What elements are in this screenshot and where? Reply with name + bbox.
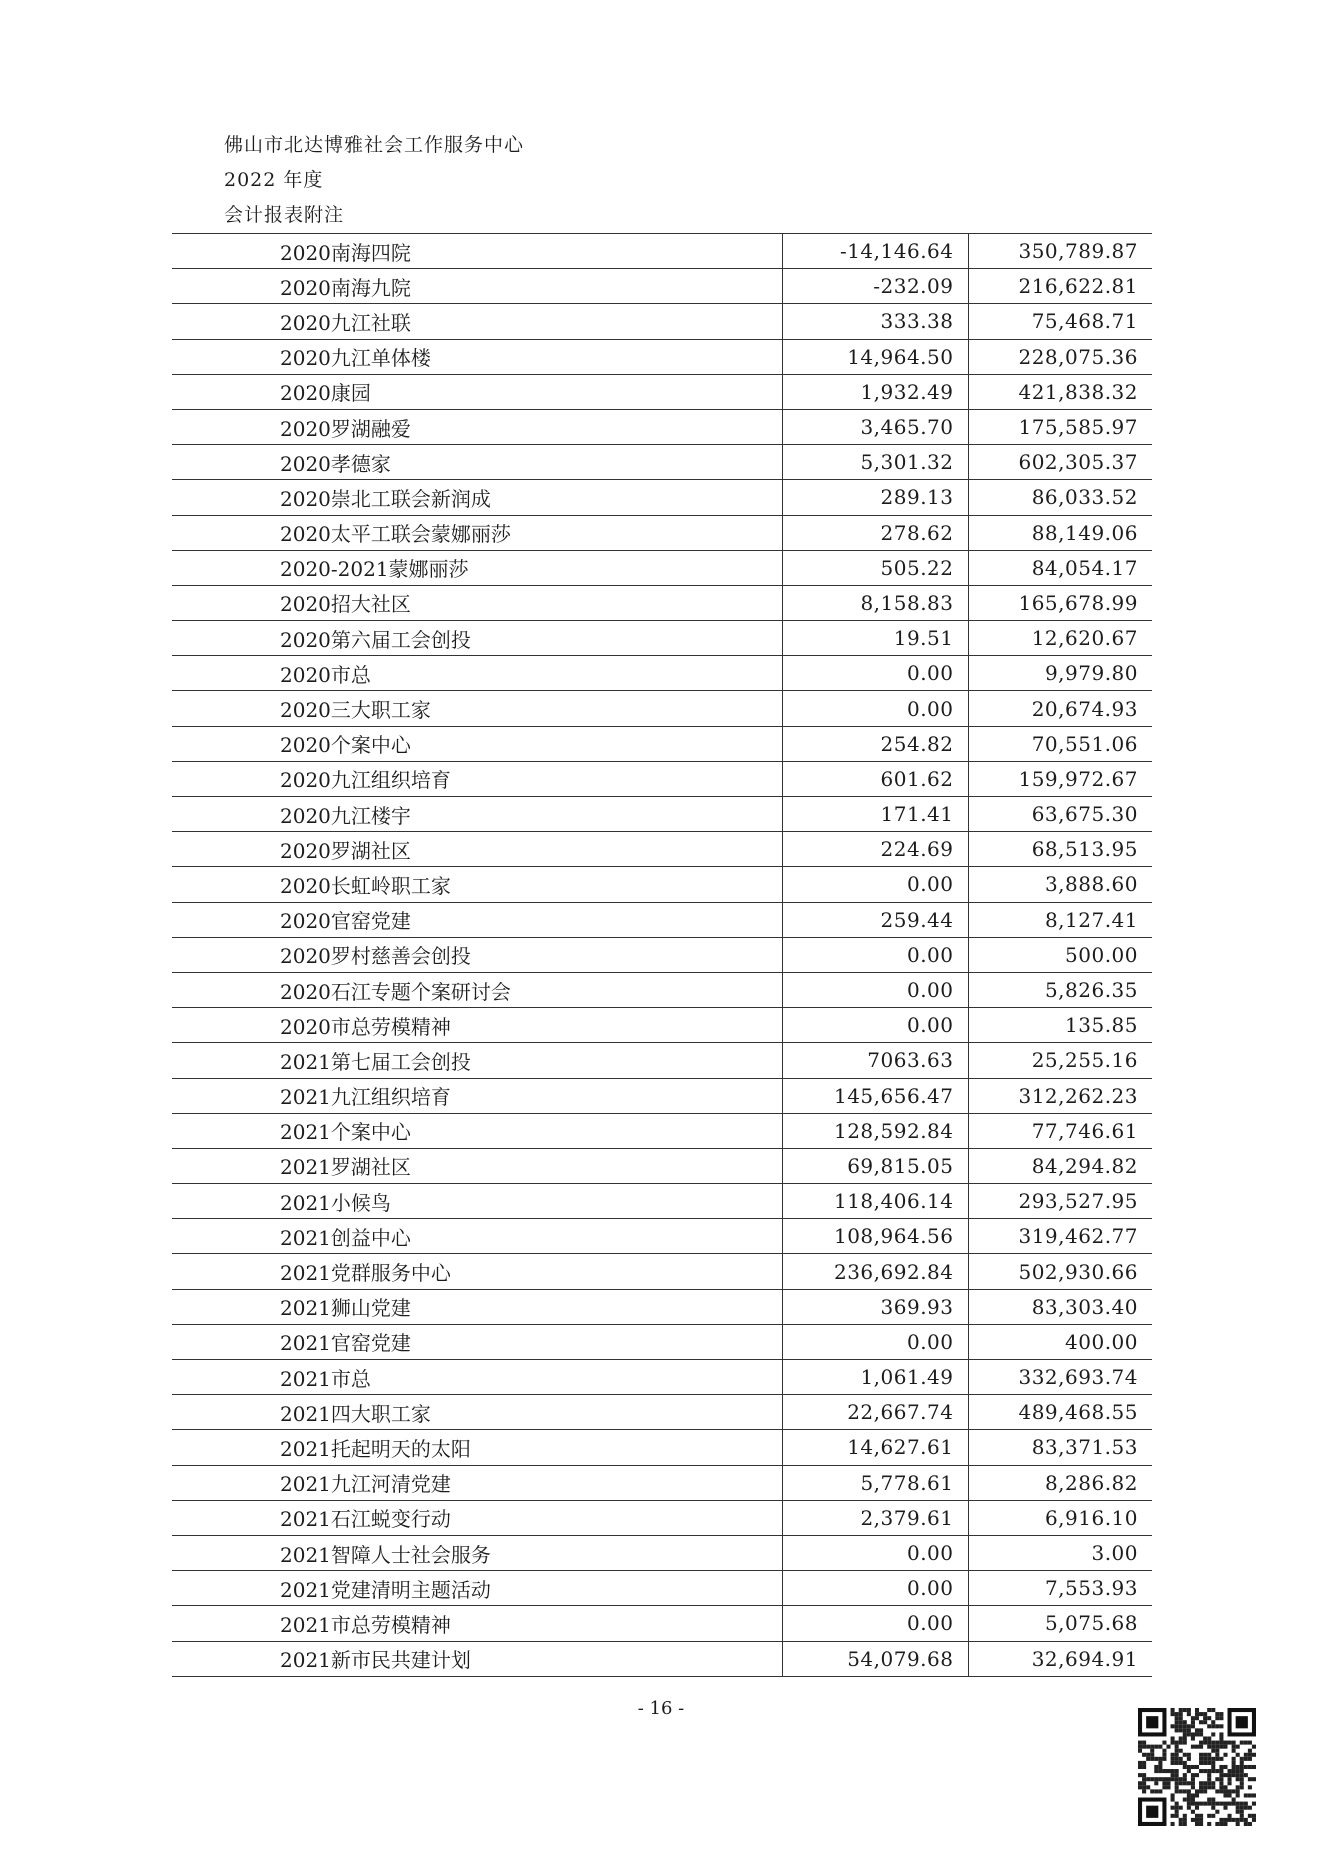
row-name: 2020太平工联会蒙娜丽莎 — [172, 515, 782, 550]
row-value-b: 25,255.16 — [968, 1043, 1152, 1078]
table-row — [172, 1184, 1152, 1219]
table-row — [172, 550, 1152, 585]
row-name: 2021官窑党建 — [172, 1324, 782, 1359]
row-name: 2020石江专题个案研讨会 — [172, 972, 782, 1007]
page-number: - 16 - — [637, 1698, 685, 1719]
row-value-a: 118,406.14 — [782, 1184, 968, 1219]
row-name: 2020九江组织培育 — [172, 761, 782, 796]
row-value-a: 0.00 — [782, 937, 968, 972]
table-row — [172, 1219, 1152, 1254]
table-row — [172, 1113, 1152, 1148]
table-row — [172, 1606, 1152, 1641]
table-row — [172, 1148, 1152, 1183]
row-value-b: 489,468.55 — [968, 1395, 1152, 1430]
row-value-a: 1,061.49 — [782, 1360, 968, 1395]
row-name: 2020三大职工家 — [172, 691, 782, 726]
row-value-a: 505.22 — [782, 550, 968, 585]
row-name: 2021党建清明主题活动 — [172, 1571, 782, 1606]
row-value-a: 0.00 — [782, 1606, 968, 1641]
organization-name: 佛山市北达博雅社会工作服务中心 — [224, 134, 525, 156]
table-row — [172, 1289, 1152, 1324]
qr-code-icon — [1138, 1708, 1256, 1826]
row-name: 2020招大社区 — [172, 585, 782, 620]
row-name: 2020崇北工联会新润成 — [172, 480, 782, 515]
row-value-a: 1,932.49 — [782, 374, 968, 409]
row-value-b: 421,838.32 — [968, 374, 1152, 409]
row-value-b: 159,972.67 — [968, 761, 1152, 796]
row-value-a: 14,627.61 — [782, 1430, 968, 1465]
table-row — [172, 656, 1152, 691]
row-value-b: 75,468.71 — [968, 304, 1152, 339]
row-name: 2021九江河清党建 — [172, 1465, 782, 1500]
row-value-a: 108,964.56 — [782, 1219, 968, 1254]
row-name: 2020罗湖社区 — [172, 832, 782, 867]
row-name: 2021石江蜕变行动 — [172, 1500, 782, 1535]
report-header — [224, 128, 524, 233]
table-row — [172, 867, 1152, 902]
row-value-b: 135.85 — [968, 1008, 1152, 1043]
row-name: 2021九江组织培育 — [172, 1078, 782, 1113]
table-row — [172, 374, 1152, 409]
table-row — [172, 1078, 1152, 1113]
row-value-a: 2,379.61 — [782, 1500, 968, 1535]
row-name: 2020市总劳模精神 — [172, 1008, 782, 1043]
row-name: 2021智障人士社会服务 — [172, 1535, 782, 1570]
row-name: 2020罗湖融爱 — [172, 409, 782, 444]
row-value-b: 7,553.93 — [968, 1571, 1152, 1606]
row-value-a: 254.82 — [782, 726, 968, 761]
row-name: 2020罗村慈善会创投 — [172, 937, 782, 972]
table-row — [172, 1008, 1152, 1043]
table-row — [172, 304, 1152, 339]
row-value-a: 369.93 — [782, 1289, 968, 1324]
row-value-a: 0.00 — [782, 656, 968, 691]
row-value-a: 259.44 — [782, 902, 968, 937]
row-value-b: 70,551.06 — [968, 726, 1152, 761]
row-value-b: 3,888.60 — [968, 867, 1152, 902]
row-value-b: 312,262.23 — [968, 1078, 1152, 1113]
table-row — [172, 1360, 1152, 1395]
row-name: 2021四大职工家 — [172, 1395, 782, 1430]
row-value-b: 84,294.82 — [968, 1148, 1152, 1183]
row-value-a: 171.41 — [782, 797, 968, 832]
row-name: 2020九江单体楼 — [172, 339, 782, 374]
row-value-b: 68,513.95 — [968, 832, 1152, 867]
table-row — [172, 1465, 1152, 1500]
row-name: 2021托起明天的太阳 — [172, 1430, 782, 1465]
row-value-b: 83,371.53 — [968, 1430, 1152, 1465]
row-value-b: 12,620.67 — [968, 621, 1152, 656]
table-row — [172, 234, 1152, 269]
row-value-a: 0.00 — [782, 867, 968, 902]
row-value-b: 84,054.17 — [968, 550, 1152, 585]
row-value-a: 22,667.74 — [782, 1395, 968, 1430]
row-value-a: 5,778.61 — [782, 1465, 968, 1500]
table-row — [172, 972, 1152, 1007]
row-name: 2021市总劳模精神 — [172, 1606, 782, 1641]
row-name: 2021狮山党建 — [172, 1289, 782, 1324]
row-value-b: 9,979.80 — [968, 656, 1152, 691]
row-name: 2020市总 — [172, 656, 782, 691]
row-value-b: 86,033.52 — [968, 480, 1152, 515]
row-value-a: 7063.63 — [782, 1043, 968, 1078]
row-name: 2020-2021蒙娜丽莎 — [172, 550, 782, 585]
table-row — [172, 445, 1152, 480]
row-name: 2020九江社联 — [172, 304, 782, 339]
row-value-a: 0.00 — [782, 1324, 968, 1359]
row-value-a: 289.13 — [782, 480, 968, 515]
table-row — [172, 1043, 1152, 1078]
row-value-a: -232.09 — [782, 269, 968, 304]
row-name: 2020南海九院 — [172, 269, 782, 304]
table-row — [172, 937, 1152, 972]
table-row — [172, 1324, 1152, 1359]
row-value-b: 332,693.74 — [968, 1360, 1152, 1395]
row-value-a: 0.00 — [782, 1571, 968, 1606]
row-value-b: 350,789.87 — [968, 234, 1152, 269]
row-value-a: 236,692.84 — [782, 1254, 968, 1289]
row-value-a: 8,158.83 — [782, 585, 968, 620]
row-value-b: 216,622.81 — [968, 269, 1152, 304]
table-row — [172, 1254, 1152, 1289]
row-value-a: 0.00 — [782, 1008, 968, 1043]
row-value-b: 319,462.77 — [968, 1219, 1152, 1254]
row-value-a: 224.69 — [782, 832, 968, 867]
row-name: 2020个案中心 — [172, 726, 782, 761]
row-value-b: 165,678.99 — [968, 585, 1152, 620]
row-name: 2020长虹岭职工家 — [172, 867, 782, 902]
row-value-b: 500.00 — [968, 937, 1152, 972]
row-value-b: 502,930.66 — [968, 1254, 1152, 1289]
table-row — [172, 691, 1152, 726]
row-name: 2021新市民共建计划 — [172, 1641, 782, 1676]
row-value-b: 20,674.93 — [968, 691, 1152, 726]
table-row — [172, 339, 1152, 374]
row-value-a: 69,815.05 — [782, 1148, 968, 1183]
row-value-b: 293,527.95 — [968, 1184, 1152, 1219]
row-name: 2020官窑党建 — [172, 902, 782, 937]
row-name: 2020康园 — [172, 374, 782, 409]
row-value-a: 278.62 — [782, 515, 968, 550]
row-value-b: 6,916.10 — [968, 1500, 1152, 1535]
table-row — [172, 1641, 1152, 1676]
row-value-b: 5,826.35 — [968, 972, 1152, 1007]
row-value-b: 63,675.30 — [968, 797, 1152, 832]
table-row — [172, 902, 1152, 937]
row-name: 2021创益中心 — [172, 1219, 782, 1254]
row-value-b: 8,127.41 — [968, 902, 1152, 937]
row-value-a: 0.00 — [782, 691, 968, 726]
row-name: 2020南海四院 — [172, 234, 782, 269]
row-value-a: 0.00 — [782, 1535, 968, 1570]
report-year: 2022 年度 — [224, 169, 324, 191]
row-name: 2021党群服务中心 — [172, 1254, 782, 1289]
table-row — [172, 1430, 1152, 1465]
row-name: 2021小候鸟 — [172, 1184, 782, 1219]
row-value-b: 5,075.68 — [968, 1606, 1152, 1641]
row-value-a: 3,465.70 — [782, 409, 968, 444]
row-value-b: 77,746.61 — [968, 1113, 1152, 1148]
row-value-b: 32,694.91 — [968, 1641, 1152, 1676]
table-row — [172, 1571, 1152, 1606]
report-section: 会计报表附注 — [224, 204, 345, 226]
row-value-b: 228,075.36 — [968, 339, 1152, 374]
table-row — [172, 726, 1152, 761]
row-value-a: 5,301.32 — [782, 445, 968, 480]
row-value-a: 145,656.47 — [782, 1078, 968, 1113]
table-row — [172, 797, 1152, 832]
row-name: 2021第七届工会创投 — [172, 1043, 782, 1078]
row-value-b: 3.00 — [968, 1535, 1152, 1570]
row-value-a: -14,146.64 — [782, 234, 968, 269]
row-value-b: 88,149.06 — [968, 515, 1152, 550]
table-row — [172, 515, 1152, 550]
row-name: 2021罗湖社区 — [172, 1148, 782, 1183]
row-value-a: 14,964.50 — [782, 339, 968, 374]
row-name: 2020第六届工会创投 — [172, 621, 782, 656]
row-value-b: 8,286.82 — [968, 1465, 1152, 1500]
table-row — [172, 761, 1152, 796]
table-row — [172, 585, 1152, 620]
row-name: 2021市总 — [172, 1360, 782, 1395]
table-row — [172, 1500, 1152, 1535]
row-value-b: 83,303.40 — [968, 1289, 1152, 1324]
row-name: 2020九江楼宇 — [172, 797, 782, 832]
table-row — [172, 832, 1152, 867]
ledger-table — [172, 233, 1152, 1677]
row-value-b: 602,305.37 — [968, 445, 1152, 480]
row-value-a: 0.00 — [782, 972, 968, 1007]
table-row — [172, 269, 1152, 304]
table-row — [172, 1535, 1152, 1570]
row-value-a: 333.38 — [782, 304, 968, 339]
row-value-a: 128,592.84 — [782, 1113, 968, 1148]
table-row — [172, 1395, 1152, 1430]
row-value-a: 19.51 — [782, 621, 968, 656]
row-name: 2021个案中心 — [172, 1113, 782, 1148]
row-value-b: 175,585.97 — [968, 409, 1152, 444]
row-value-a: 54,079.68 — [782, 1641, 968, 1676]
row-name: 2020孝德家 — [172, 445, 782, 480]
table-row — [172, 621, 1152, 656]
table-row — [172, 409, 1152, 444]
ledger-body — [172, 234, 1152, 1677]
row-value-a: 601.62 — [782, 761, 968, 796]
row-value-b: 400.00 — [968, 1324, 1152, 1359]
table-row — [172, 480, 1152, 515]
